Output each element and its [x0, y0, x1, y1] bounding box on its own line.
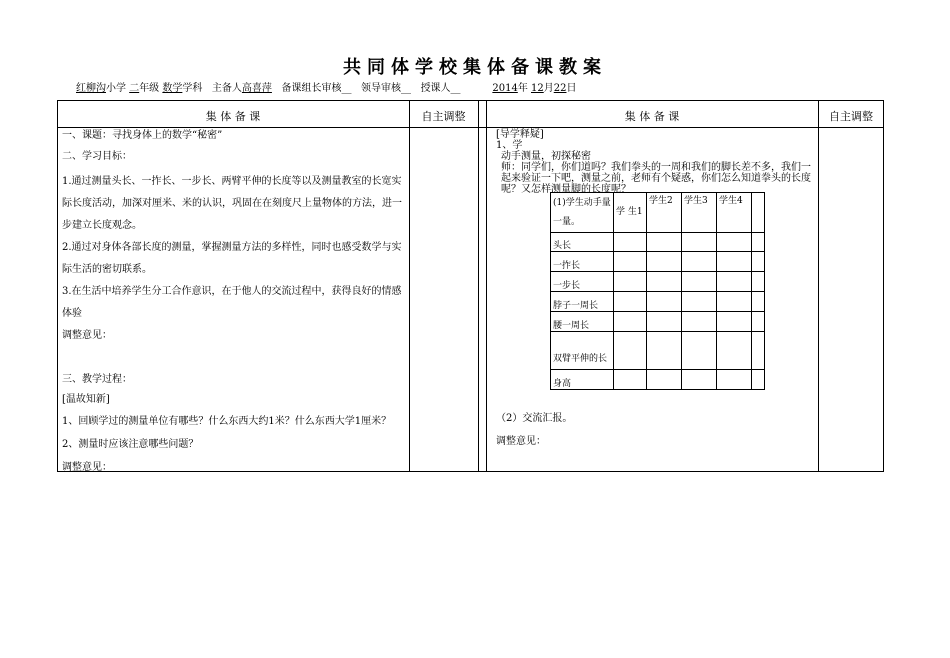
table-cell [614, 332, 647, 370]
left-adjust-header: 自主调整 [421, 110, 466, 123]
table-cell [647, 292, 682, 312]
table-row [551, 312, 765, 332]
table-cell [752, 272, 765, 292]
table-cell [647, 272, 682, 292]
intro-text: 师：同学们，你们道吗？我们拳头的一周和我们的脚长差不多，我们一起来验证一下吧，测量之前，老师有个疑惑，你们怎么知道拳头的长度呢？又怎样测量脚的长度呢？ [501, 162, 811, 195]
table-cell [682, 272, 717, 292]
page-title: 共同体学校集体备课教案 [343, 57, 607, 78]
table-cell [717, 233, 752, 252]
row-label: 身高 [551, 370, 614, 390]
table-header-cell: 学 生1 [614, 193, 647, 233]
table-header-cell: (1)学生动手量一量。 [551, 193, 614, 233]
goals-title: 二、学习目标： [62, 151, 132, 162]
table-cell [717, 272, 752, 292]
table-cell [647, 252, 682, 272]
row-label: 双臂平伸的长 [551, 332, 614, 370]
table-cell [614, 252, 647, 272]
prep-name: 高喜萍 [241, 83, 272, 94]
table-cell [752, 233, 765, 252]
table-cell [682, 233, 717, 252]
table-cell [647, 370, 682, 390]
year-suffix: 年 [517, 83, 528, 94]
adjust-note: 调整意见： [62, 330, 112, 341]
divider [486, 100, 487, 472]
table-cell [614, 292, 647, 312]
day-field: 22 [553, 83, 567, 94]
table-cell [647, 332, 682, 370]
table-row [551, 332, 765, 370]
table-row [551, 292, 765, 312]
table-cell [752, 292, 765, 312]
row-label: 一拃长 [551, 252, 614, 272]
leader-review-label: 领导审核__ [361, 83, 412, 94]
table-cell [682, 332, 717, 370]
subject-field: 数学 [162, 83, 183, 94]
table-header-cell: 学生4 [717, 193, 752, 233]
row-label: 一步长 [551, 272, 614, 292]
month-field: 12 [531, 83, 544, 94]
adjust-note: 调整意见： [62, 462, 112, 473]
month-suffix: 月 [543, 83, 554, 94]
question-1: 1、回顾学过的测量单位有哪些？什么东西大约1米？什么东西大学1厘米？ [62, 416, 392, 427]
table-cell [647, 312, 682, 332]
table-cell [682, 312, 717, 332]
divider [478, 100, 479, 472]
row-label: 头长 [551, 233, 614, 252]
topic: 一、课题：寻找身体上的数学“秘密” [62, 130, 223, 141]
table-cell [752, 312, 765, 332]
table-cell [752, 252, 765, 272]
table-row [551, 252, 765, 272]
step-label: 1、学 [496, 140, 523, 151]
process-title: 三、教学过程： [62, 374, 132, 385]
table-cell [614, 312, 647, 332]
goal-2: 2.通过对身体各部长度的测量，掌握测量方法的多样性，同时也感受数学与实际生活的密切联系。 [62, 242, 402, 275]
table-cell [682, 292, 717, 312]
table-cell [717, 292, 752, 312]
guide-label: [导学释疑] [496, 129, 544, 140]
row-label: 腰一周长 [551, 312, 614, 332]
group-review-label: 备课组长审核__ [281, 83, 352, 94]
year-field: 2014 [492, 83, 518, 94]
header-divider [57, 127, 884, 128]
subject-suffix: 学科 [182, 83, 203, 94]
measurement-table [550, 192, 765, 390]
table-header-cell [752, 193, 765, 233]
row-label: 脖子一周长 [551, 292, 614, 312]
meta-line [76, 79, 576, 94]
table-header-cell: 学生3 [682, 193, 717, 233]
left-content [62, 129, 407, 475]
divider [409, 100, 410, 472]
table-cell [614, 272, 647, 292]
table-cell [717, 370, 752, 390]
table-cell [752, 332, 765, 370]
question-2: 2、测量时应该注意哪些问题？ [62, 439, 199, 450]
table-cell [647, 233, 682, 252]
table-cell [614, 370, 647, 390]
table-cell [717, 252, 752, 272]
adjust-note: 调整意见： [496, 436, 546, 447]
table-header-cell: 学生2 [647, 193, 682, 233]
goal-1: 1.通过测量头长、一拃长、一步长、两臂平伸的长度等以及测量教室的长宽实际长度活动，加深对厘米、米的认识，巩固在在刻度尺上量物体的方法，进一步建立长度观念。 [62, 176, 402, 231]
prep-label: 主备人 [211, 83, 242, 94]
table-row [551, 272, 765, 292]
table-cell [717, 312, 752, 332]
table-row [551, 370, 765, 390]
right-content [496, 129, 816, 195]
right-adjust-header: 自主调整 [829, 110, 873, 123]
table-cell [682, 370, 717, 390]
school-field: 红柳沟 [76, 83, 106, 94]
school-suffix: 小学 [106, 83, 126, 94]
grade-suffix: 年级 [139, 83, 160, 94]
table-cell [614, 233, 647, 252]
day-suffix: 日 [566, 83, 577, 94]
goal-3: 3.在生活中培养学生分工合作意识，在于他人的交流过程中，获得良好的情感体验 [62, 286, 402, 319]
teacher-label: 授课人__ [420, 83, 461, 94]
table-cell [752, 370, 765, 390]
exchange-label: （2）交流汇报。 [496, 413, 573, 424]
table-cell [682, 252, 717, 272]
left-header: 集 体 备 课 [205, 110, 261, 123]
activity-label: 动手测量，初探秘密 [501, 151, 591, 162]
divider [818, 100, 819, 472]
table-cell [717, 332, 752, 370]
grade-field: 二 [129, 83, 140, 94]
right-header: 集 体 备 课 [624, 110, 680, 123]
review-label: [温故知新] [62, 394, 110, 405]
table-row [551, 233, 765, 252]
